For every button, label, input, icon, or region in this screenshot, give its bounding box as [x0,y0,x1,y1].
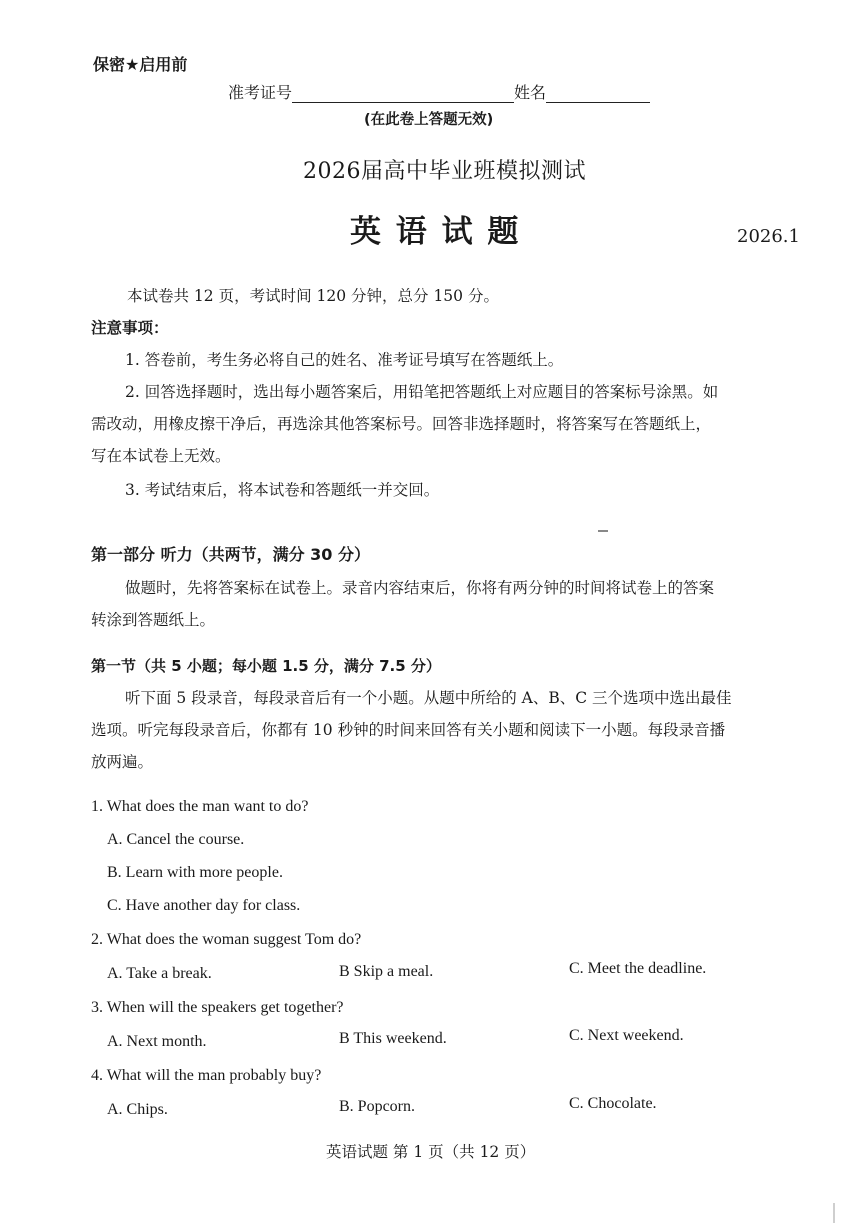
name-label: 姓名 [514,83,547,102]
scan-mark [598,530,608,532]
question-1-option-b: B. Learn with more people. [107,864,283,881]
exam-id-blank [292,84,514,103]
question-3-option-c: C. Next weekend. [569,1027,684,1044]
section1-heading: 第一节（共 5 小题；每小题 1.5 分，满分 7.5 分） [91,657,441,675]
exam-summary: 本试卷共 12 页，考试时间 120 分钟，总分 150 分。 [127,287,499,305]
exam-id-row [228,80,650,103]
notice-item-1: 1. 答卷前，考生务必将自己的姓名、准考证号填写在答题纸上。 [125,351,564,369]
question-2-option-b: B Skip a meal. [339,963,434,980]
page-footer: 英语试题 第 1 页（共 12 页） [326,1143,536,1161]
notice-item-2-line3: 写在本试卷上无效。 [91,447,231,465]
question-4-option-b: B. Popcorn. [339,1098,415,1115]
question-3: 3. When will the speakers get together? [91,999,344,1016]
question-4-option-c: C. Chocolate. [569,1095,657,1112]
part1-heading: 第一部分 听力（共两节，满分 30 分） [91,545,370,564]
section1-desc-line1: 听下面 5 段录音，每段录音后有一个小题。从题中所给的 A、B、C 三个选项中选出最佳 [125,689,732,707]
confidential-label: 保密★启用前 [93,55,188,74]
notice-item-2-line1: 2. 回答选择题时，选出每小题答案后，用铅笔把答题纸上对应题目的答案标号涂黑。如 [125,383,719,401]
question-1-option-a: A. Cancel the course. [107,831,245,848]
question-1: 1. What does the man want to do? [91,798,309,815]
question-1-option-c: C. Have another day for class. [107,897,301,914]
page-title: 英 语 试 题 [350,214,521,250]
section1-desc-line3: 放两遍。 [91,753,154,771]
exam-subtitle: 2026届高中毕业班模拟测试 [303,159,586,184]
notice-heading: 注意事项： [91,319,169,337]
question-3-option-b: B This weekend. [339,1030,447,1047]
notice-item-3: 3. 考试结束后，将本试卷和答题纸一并交回。 [125,481,440,499]
scan-edge-mark [833,1203,835,1223]
question-4-option-a: A. Chips. [107,1101,168,1118]
section1-desc-line2: 选项。听完每段录音后，你都有 10 秒钟的时间来回答有关小题和阅读下一小题。每段录音播 [91,721,726,739]
part1-desc-line2: 转涂到答题纸上。 [91,611,216,629]
question-2: 2. What does the woman suggest Tom do? [91,931,362,948]
question-4: 4. What will the man probably buy? [91,1067,322,1084]
part1-desc-line1: 做题时，先将答案标在试卷上。录音内容结束后，你将有两分钟的时间将试卷上的答案 [125,579,715,597]
exam-id-label: 准考证号 [228,83,293,102]
name-blank [546,84,650,103]
question-2-option-a: A. Take a break. [107,965,212,982]
exam-date: 2026.1 [737,226,800,247]
invalid-note: (在此卷上答题无效) [364,112,494,128]
question-2-option-c: C. Meet the deadline. [569,960,707,977]
notice-item-2-line2: 需改动，用橡皮擦干净后，再选涂其他答案标号。回答非选择题时，将答案写在答题纸上， [91,415,712,433]
question-3-option-a: A. Next month. [107,1033,207,1050]
